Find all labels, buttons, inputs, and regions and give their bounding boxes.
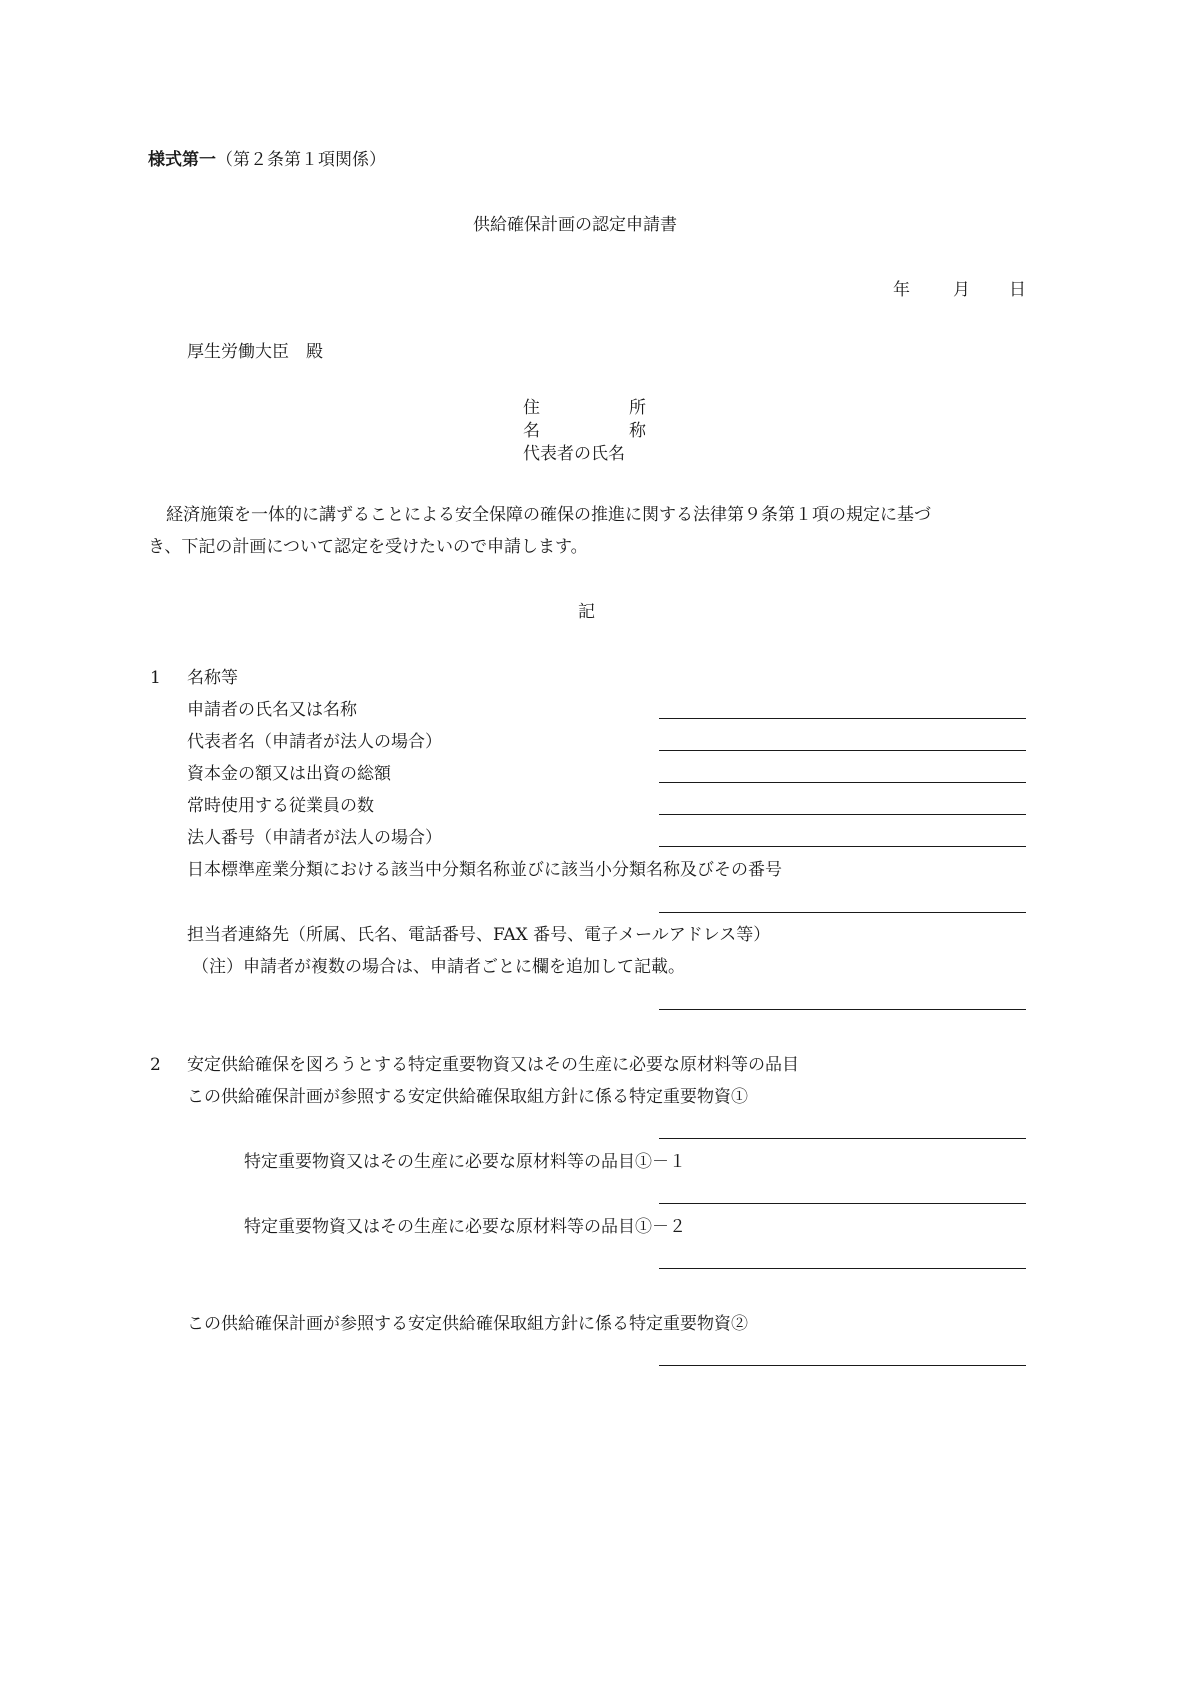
ki-mark: 記 xyxy=(578,602,595,622)
body-line-2: き、下記の計画について認定を受けたいので申請します。 xyxy=(148,537,588,557)
applicant-name-blank xyxy=(659,718,1026,719)
employees-item: 常時使用する従業員の数 xyxy=(187,796,374,816)
addressee: 厚生労働大臣 殿 xyxy=(187,342,323,362)
representative-item: 代表者名（申請者が法人の場合） xyxy=(187,732,442,752)
section2-number: 2 xyxy=(150,1055,161,1075)
date-month: 月 xyxy=(953,280,970,300)
capital-item: 資本金の額又は出資の総額 xyxy=(187,764,391,784)
employees-blank xyxy=(659,814,1026,815)
item-1-2: 特定重要物資又はその生産に必要な原材料等の品目①－２ xyxy=(244,1217,686,1237)
representative-label: 代表者の氏名 xyxy=(523,444,625,464)
representative-blank xyxy=(659,750,1026,751)
section1-number: 1 xyxy=(150,668,161,688)
industry-classification-blank xyxy=(659,912,1026,913)
applicant-name-label: 名 称 xyxy=(523,421,646,441)
section2-heading: 安定供給確保を図ろうとする特定重要物資又はその生産に必要な原材料等の品目 xyxy=(187,1055,799,1075)
item-1-2-blank xyxy=(659,1268,1026,1269)
material-2: この供給確保計画が参照する安定供給確保取組方針に係る特定重要物資② xyxy=(187,1314,748,1334)
material-1-blank xyxy=(659,1138,1026,1139)
date-day: 日 xyxy=(1009,280,1026,300)
form-header xyxy=(148,150,386,170)
body-line-1: 経済施策を一体的に講ずることによる安全保障の確保の推進に関する法律第９条第１項の規定に基づ xyxy=(166,505,931,525)
contact-blank xyxy=(659,1009,1026,1010)
item-1-1: 特定重要物資又はその生産に必要な原材料等の品目①－１ xyxy=(244,1152,686,1172)
date-year: 年 xyxy=(893,280,910,300)
industry-classification-item: 日本標準産業分類における該当中分類名称並びに該当小分類名称及びその番号 xyxy=(187,860,782,880)
section1-heading: 名称等 xyxy=(187,668,238,688)
form-label: 様式第一 xyxy=(148,150,216,170)
material-2-blank xyxy=(659,1365,1026,1366)
material-1: この供給確保計画が参照する安定供給確保取組方針に係る特定重要物資① xyxy=(187,1087,748,1107)
applicant-note: （注）申請者が複数の場合は、申請者ごとに欄を追加して記載。 xyxy=(192,957,685,977)
item-1-1-blank xyxy=(659,1203,1026,1204)
applicant-address-label: 住 所 xyxy=(523,398,646,418)
form-relation: （第２条第１項関係） xyxy=(216,150,386,170)
capital-blank xyxy=(659,782,1026,783)
contact-item: 担当者連絡先（所属、氏名、電話番号、FAX 番号、電子メールアドレス等） xyxy=(187,925,771,945)
applicant-name-item: 申請者の氏名又は名称 xyxy=(187,700,357,720)
form-title: 供給確保計画の認定申請書 xyxy=(473,215,677,235)
corporate-number-blank xyxy=(659,846,1026,847)
corporate-number-item: 法人番号（申請者が法人の場合） xyxy=(187,828,442,848)
